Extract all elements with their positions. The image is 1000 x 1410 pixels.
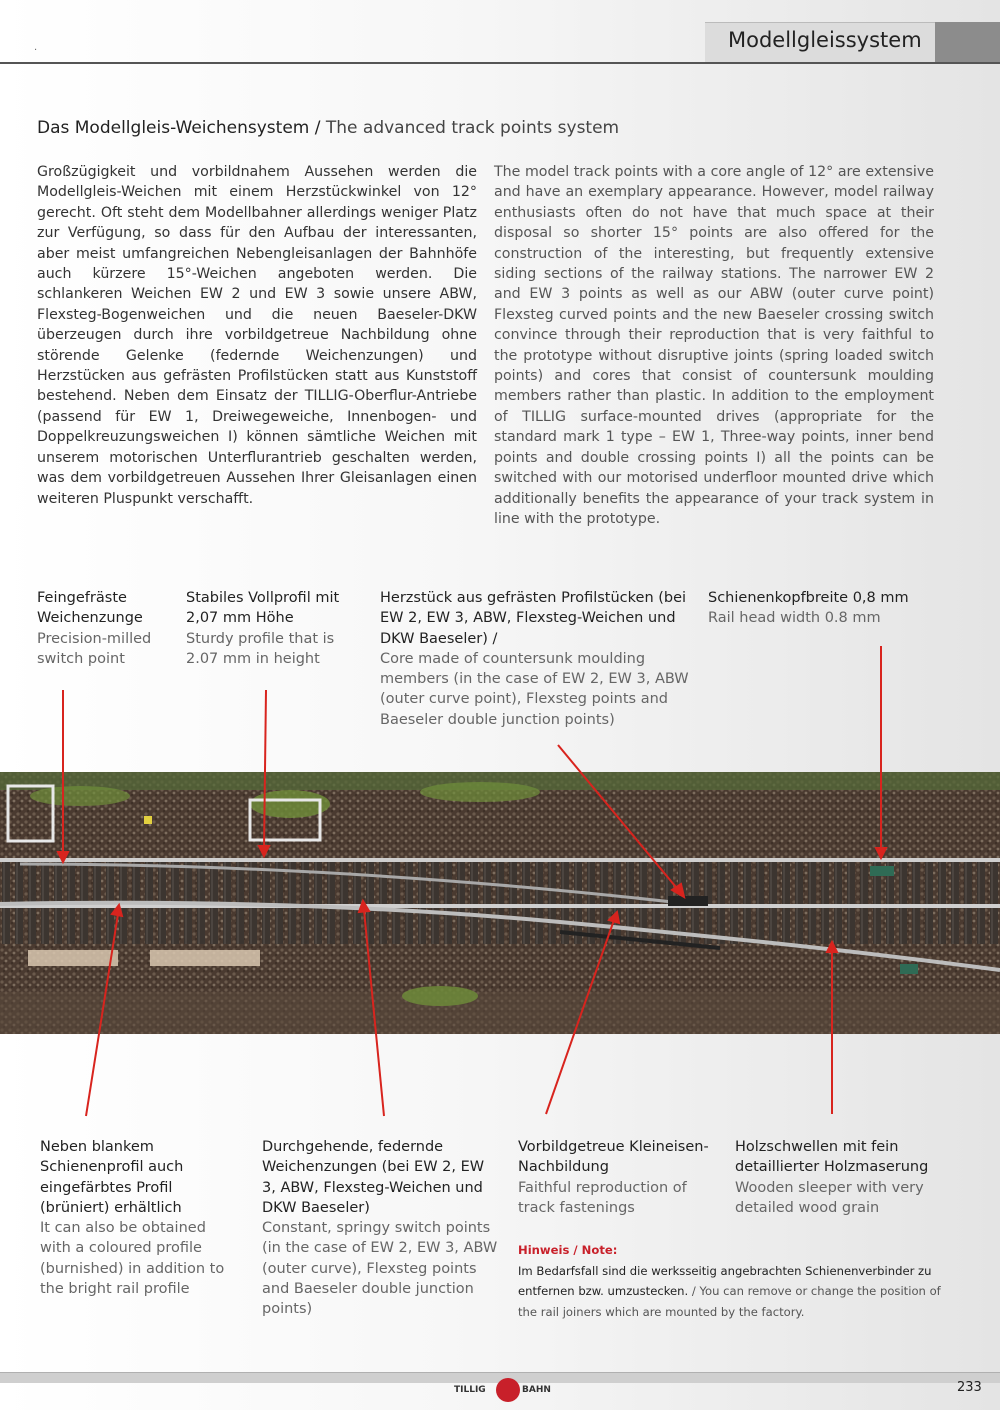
callout-de: Stabiles Vollprofil mit 2,07 mm Höhe: [186, 590, 340, 627]
callout-de: Neben blankem Schienenprofil auch eingefärbtes Profil (brüniert) erhältlich: [40, 1139, 184, 1216]
header-rule: [0, 62, 1000, 64]
page-number: 233: [957, 1380, 982, 1395]
callout-en: Core made of countersunk moulding members (in the case of EW 2, EW 3, ABW (outer curve point), Flexsteg points and Baeseler double junction points): [380, 650, 689, 728]
note-box: [518, 1240, 948, 1322]
callout-de: Herzstück aus gefrästen Profilstücken (bei EW 2, EW 3, ABW, Flexsteg-Weichen und DKW Baeseler) /: [380, 590, 687, 647]
callout-spring-points: [262, 1137, 498, 1320]
note-text-en: You can remove or change the position of the rail joiners which are mounted by the factory.: [518, 1284, 941, 1319]
callout-full-profile: [186, 588, 356, 669]
note-text: [518, 1261, 948, 1323]
callout-de: Durchgehende, federnde Weichenzungen (bei EW 2, EW 3, ABW, Flexsteg-Weichen und DKW Baeseler): [262, 1139, 485, 1216]
callout-en: Wooden sleeper with very detailed wood grain: [735, 1179, 924, 1216]
brand-text-right: BAHN: [522, 1385, 551, 1395]
callout-de: Holzschwellen mit fein detaillierter Holzmaserung: [735, 1139, 929, 1176]
callout-rail-head: [708, 588, 948, 629]
track-photo: [0, 772, 1000, 1034]
callout-fastenings: [518, 1137, 718, 1218]
callout-burnished: [40, 1137, 240, 1299]
callout-sleepers: [735, 1137, 945, 1218]
section-title: [37, 118, 619, 138]
callout-de: Feingefräste Weichenzunge: [37, 590, 143, 627]
note-title: Hinweis / Note:: [518, 1243, 618, 1257]
section-title-en: The advanced track points system: [325, 118, 620, 138]
callout-en: Rail head width 0.8 mm: [708, 610, 881, 627]
callout-de: Vorbildgetreue Kleineisen-Nachbildung: [518, 1139, 709, 1176]
callout-en: It can also be obtained with a coloured profile (burnished) in addition to the bright rail profile: [40, 1220, 225, 1298]
callout-de: Schienenkopfbreite 0,8 mm: [708, 590, 909, 606]
note-text-de: Im Bedarfsfall sind die werksseitig angebrachten Schienenverbinder zu entfernen bzw. umzustecken.: [518, 1263, 932, 1298]
callout-switch-point: [37, 588, 177, 669]
brand-text-left: TILLIG: [454, 1385, 486, 1395]
callout-en: Constant, springy switch points (in the case of EW 2, EW 3, ABW (outer curve), Flexsteg points and Baeseler double junction points): [262, 1220, 498, 1318]
callout-en: Faithful reproduction of track fastenings: [518, 1179, 687, 1216]
header-title: Modellgleissystem: [728, 28, 922, 52]
callout-en: Sturdy profile that is 2.07 mm in height: [186, 630, 335, 667]
note-separator: /: [688, 1284, 700, 1298]
brand-emblem-icon: [496, 1378, 520, 1402]
header-tab-accent: [935, 22, 1000, 62]
callout-frog: [380, 588, 690, 730]
body-text-en: The model track points with a core angle of 12° are extensive and have an exemplary appearance. However, model railway enthusiasts often do not have that much space at their disposal so shorter 15° points are also offered for the construction of the interesting, but frequently extensive siding sections of the railway stations. The narrower EW 2 and EW 3 points as well as our ABW (outer curve point) Flexsteg curved points and the new Baeseler crossing switch convince through their reproduction that is very faithful to the prototype without disruptive joints (spring loaded switch points) and cores that consist of countersunk moulding members rather than plastic. In addition to the employment of TILLIG surface-mounted drives (appropriate for the standard mark 1 type – EW 1, Three-way points, inner bend points and double crossing points I) all the points can be switched with our motorised underfloor mounted drive which additionally benefits the appearance of your track system in line with the prototype.: [494, 164, 934, 527]
callout-en: Precision-milled switch point: [37, 630, 152, 667]
corner-mark: .: [34, 42, 38, 53]
section-title-de: Das Modellgleis-Weichensystem: [37, 118, 310, 138]
section-title-separator: /: [309, 118, 326, 138]
body-text-de: Großzügigkeit und vorbildnahem Aussehen werden die Modellgleis-Weichen mit einem Herzstückwinkel von 12° gerecht. Oft steht dem Modellbahner allerdings weniger Platz zur Verfügung, so dass für den Aufbau der interessanten, aber meist umfangreichen Nebengleisanlagen der Bahnhöfe auch kürzere 15°-Weichen angeboten werden. Die schlankeren Weichen EW 2 und EW 3 sowie unsere ABW, Flexsteg-Bogenweichen und die neuen Baeseler-DKW überzeugen durch ihre vorbildgetreue Nachbildung ohne störende Gelenke (federnde Weichenzungen) und Herzstücken aus gefrästen Profilstücken statt aus Kunststoff bestehend. Neben dem Einsatz der TILLIG-Oberflur-Antriebe (passend für EW 1, Dreiwegeweiche, Innenbogen- und Doppelkreuzungsweichen I) können sämtliche Weichen mit unserem motorischen Unterflurantrieb geschalten werden, was dem vorbildgetreuen Aussehen Ihrer Gleisanlagen einen weiteren Pluspunkt verschafft.: [37, 164, 477, 507]
